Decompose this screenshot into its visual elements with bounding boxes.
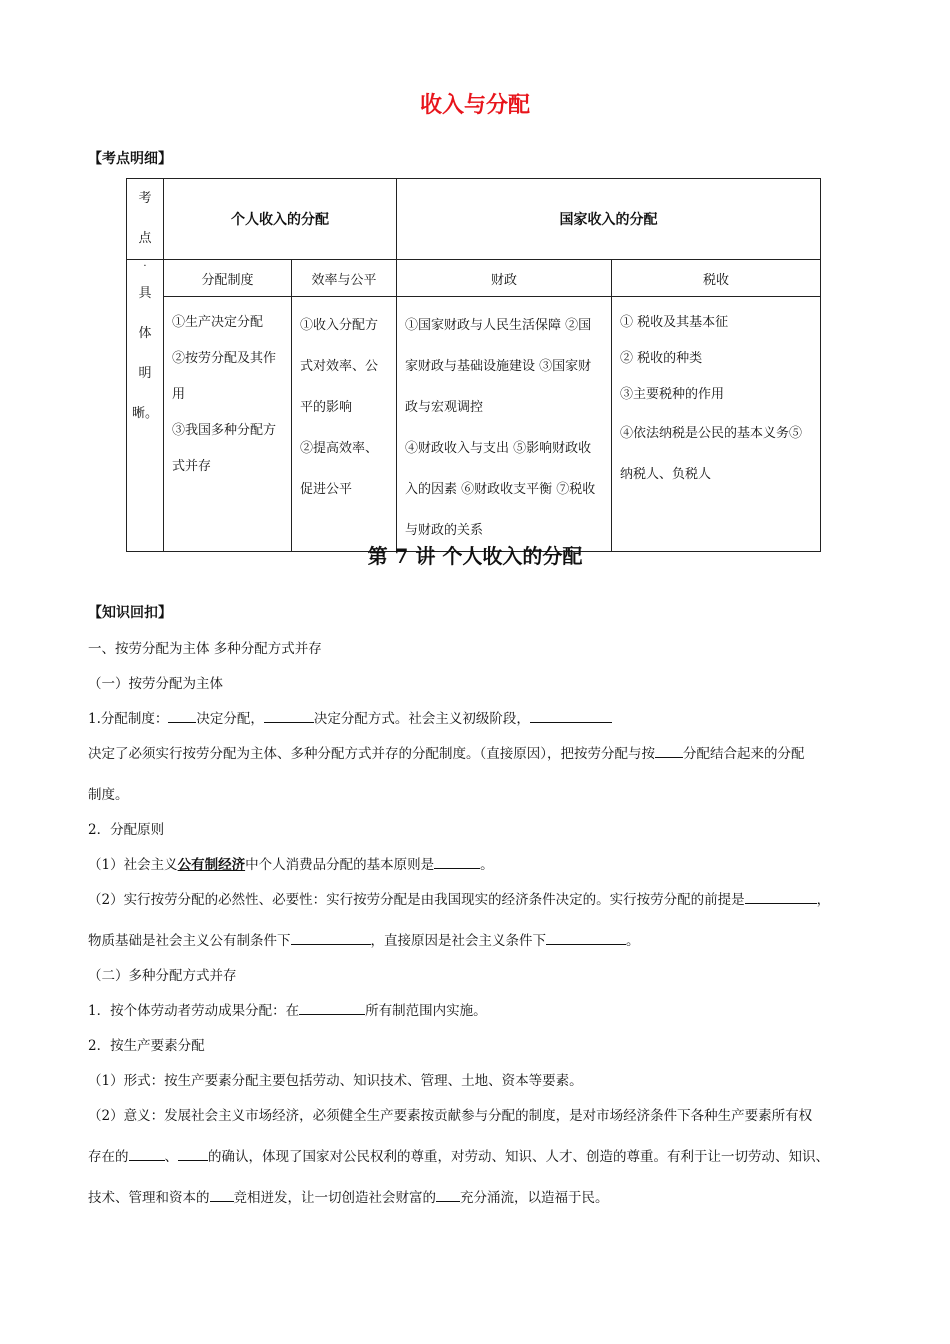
detail-char: 具 xyxy=(138,286,152,301)
list-item: ②按劳分配及其作用 xyxy=(172,351,277,402)
fill-blank[interactable] xyxy=(264,710,314,723)
line: 制度。 xyxy=(88,787,129,803)
section-review-label: 【知识回扣】 xyxy=(88,605,172,621)
sub-efficiency-fairness: 效率与公平 xyxy=(292,260,397,297)
section-outline-label: 【考点明细】 xyxy=(88,151,172,167)
sub-distribution-system: 分配制度 xyxy=(164,260,292,297)
detail-cell xyxy=(127,260,164,552)
underlined-term: 公有制经济 xyxy=(177,857,246,873)
line: （一）按劳分配为主体 xyxy=(88,676,223,692)
col-distribution-content xyxy=(164,297,292,552)
line: 技术、管理和资本的 竞相迸发，让一切创造社会财富的 充分涌流，以造福于民。 xyxy=(88,1190,609,1206)
col-tax-content xyxy=(612,297,821,552)
line: （2）实行按劳分配的必然性、必要性：实行按劳分配是由我国现实的经济条件决定的。实行按劳分配的前提是 ， xyxy=(88,892,831,908)
list-item: ① 税收及其基本征 xyxy=(620,315,729,330)
col-efficiency-content xyxy=(292,297,397,552)
line: 决定了必须实行按劳分配为主体、多种分配方式并存的分配制度。（直接原因），把按劳分配与按 分配结合起来的分配 xyxy=(88,746,805,762)
outline-table xyxy=(126,178,821,552)
line: （1）社会主义公有制经济中个人消费品分配的基本原则是 。 xyxy=(88,857,494,873)
head-national: 国家收入的分配 xyxy=(397,179,821,260)
sub-tax: 税收 xyxy=(612,260,821,297)
lecture-heading: 第 7 讲 个人收入的分配 xyxy=(367,544,583,568)
line: 1.分配制度： 决定分配， 决定分配方式。社会主义初级阶段， xyxy=(88,707,873,727)
list-item: ④依法纳税是公民的基本义务⑤纳税人、负税人 xyxy=(620,426,803,482)
detail-char: 明 xyxy=(138,366,152,381)
fill-blank[interactable] xyxy=(210,1189,234,1202)
col-finance-content xyxy=(397,297,612,552)
fill-blank[interactable] xyxy=(655,745,683,758)
page-title: 收入与分配 xyxy=(419,92,530,118)
line: 物质基础是社会主义公有制条件下 ，直接原因是社会主义条件下 。 xyxy=(88,933,640,949)
kd-char: 考 xyxy=(138,191,152,206)
detail-char: 晰。 xyxy=(131,406,158,421)
detail-char: 体 xyxy=(138,326,152,341)
detail-char: · xyxy=(143,261,147,272)
list-item: ③我国多种分配方式并存 xyxy=(172,423,277,474)
head-personal: 个人收入的分配 xyxy=(164,179,397,260)
list-item: ①国家财政与人民生活保障 ②国家财政与基础设施建设 ③国家财政与宏观调控 xyxy=(405,318,592,415)
line: （1）形式：按生产要素分配主要包括劳动、知识技术、管理、土地、资本等要素。 xyxy=(88,1073,583,1089)
line: （2）意义：发展社会主义市场经济，必须健全生产要素按贡献参与分配的制度，是对市场经济条件下各种生产要素所有权 xyxy=(88,1108,813,1124)
fill-blank[interactable] xyxy=(436,1189,460,1202)
kd-cell xyxy=(127,179,164,260)
list-item: ②提高效率、促进公平 xyxy=(300,441,379,497)
list-item: ①生产决定分配 xyxy=(172,315,264,330)
fill-blank[interactable] xyxy=(178,1148,208,1161)
kd-char: 点 xyxy=(138,231,152,246)
line: 一、按劳分配为主体 多种分配方式并存 xyxy=(88,641,322,657)
line: （二）多种分配方式并存 xyxy=(88,968,237,984)
fill-blank[interactable] xyxy=(129,1148,165,1161)
line: 2．按生产要素分配 xyxy=(88,1038,205,1054)
fill-blank[interactable] xyxy=(291,932,371,945)
fill-blank[interactable] xyxy=(434,856,480,869)
line: 2．分配原则 xyxy=(88,822,165,838)
sub-finance: 财政 xyxy=(397,260,612,297)
list-item: ①收入分配方式对效率、公平的影响 xyxy=(300,318,379,415)
fill-blank[interactable] xyxy=(168,710,196,723)
list-item: ④财政收入与支出 ⑤影响财政收入的因素 ⑥财政收支平衡 ⑦税收与财政的关系 xyxy=(405,441,596,538)
line: 存在的 、 的确认，体现了国家对公民权利的尊重，对劳动、知识、人才、创造的尊重。有利于让一切劳动、知识、 xyxy=(88,1149,829,1165)
fill-blank[interactable] xyxy=(546,932,626,945)
line: 1．按个体劳动者劳动成果分配：在 所有制范围内实施。 xyxy=(88,1003,487,1019)
fill-blank[interactable] xyxy=(745,891,817,904)
fill-blank[interactable] xyxy=(299,1002,365,1015)
list-item: ② 税收的种类 xyxy=(620,351,703,366)
list-item: ③主要税种的作用 xyxy=(620,387,725,402)
fill-blank[interactable] xyxy=(530,710,612,723)
